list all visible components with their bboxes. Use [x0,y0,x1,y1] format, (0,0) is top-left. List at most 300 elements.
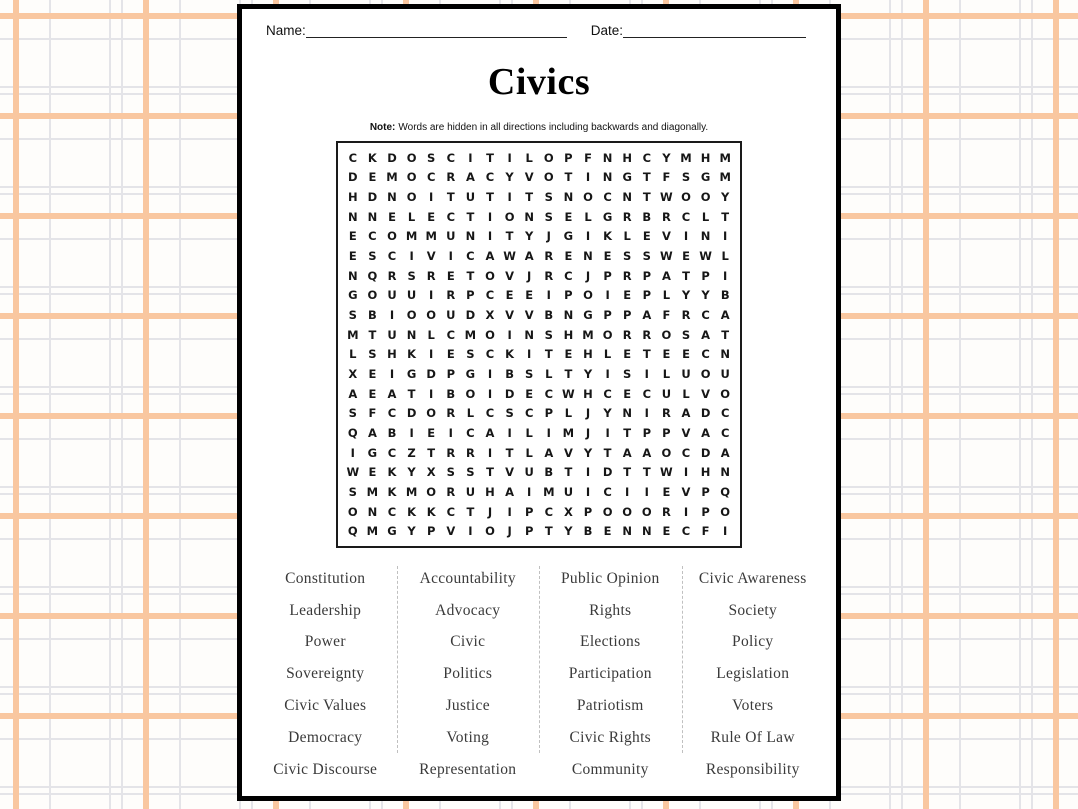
grid-letter: I [409,249,414,264]
grid-letter: O [641,504,652,519]
grid-letter: I [723,524,728,539]
grid-letter: I [605,366,610,381]
grid-letter: A [642,445,652,460]
grid-letter: T [642,465,651,480]
grid-letter: J [487,504,493,519]
grid-letter: N [700,229,711,244]
grid-letter: C [681,209,691,224]
grid-letter: O [700,190,711,205]
grid-letter: M [366,484,379,499]
grid-letter: T [721,327,730,342]
grid-letter: I [546,425,551,440]
word-bank-item: Politics [443,665,493,683]
grid-letter: I [429,288,434,303]
grid-letter: W [562,386,575,401]
grid-letter: C [603,190,612,205]
grid-letter: L [662,366,671,381]
grid-letter: T [642,170,651,185]
grid-letter: F [662,170,671,185]
word-bank-item: Patriotism [576,697,644,715]
grid-letter: W [660,190,673,205]
grid-letter: W [660,249,673,264]
grid-letter: V [505,465,515,480]
word-bank-item: Civic Discourse [273,760,378,778]
grid-letter: E [564,249,573,264]
grid-letter: O [465,386,476,401]
grid-letter: C [466,249,475,264]
note-text: Words are hidden in all directions including backwards and diagonally. [398,122,709,133]
grid-letter: H [622,150,632,165]
grid-letter: X [348,366,358,381]
grid-letter: I [585,465,591,480]
grid-letter: G [406,366,417,381]
grid-letter: W [346,465,360,480]
name-blank-line [306,22,567,38]
grid-letter: N [563,308,574,323]
name-date-header [266,22,806,38]
grid-letter: A [367,425,377,440]
grid-letter: C [642,386,652,401]
grid-letter: P [701,268,710,283]
grid-letter: U [524,465,534,480]
grid-letter: M [347,327,359,342]
word-bank-item: Public Opinion [561,569,660,587]
grid-letter: I [468,524,473,539]
grid-letter: V [446,524,456,539]
grid-letter: D [602,465,613,480]
grid-letter: O [426,484,437,499]
grid-letter: H [485,484,495,499]
grid-letter: I [683,465,689,480]
grid-letter: C [446,504,456,519]
grid-letter: L [682,386,690,401]
grid-letter: V [701,386,711,401]
note-label: Note: [369,122,396,133]
grid-letter: B [642,209,652,224]
word-bank-item: Policy [732,633,774,651]
grid-letter: E [662,524,671,539]
grid-letter: E [623,386,632,401]
grid-letter: T [564,366,573,381]
grid-letter: A [524,249,534,264]
grid-letter: C [485,406,495,421]
grid-letter: R [465,445,475,460]
word-bank-item: Legislation [716,665,790,683]
date-blank-line [623,22,806,38]
grid-letter: N [347,268,358,283]
grid-letter: W [503,249,516,264]
grid-letter: B [387,425,397,440]
grid-letter: G [602,209,613,224]
grid-letter: M [366,524,379,539]
grid-letter: E [564,347,573,362]
grid-letter: I [487,366,493,381]
grid-letter: S [544,209,553,224]
grid-letter: S [348,308,357,323]
grid-letter: C [348,150,358,165]
grid-letter: T [407,386,416,401]
grid-letter: S [348,484,357,499]
grid-letter: W [660,465,673,480]
page-title: Civics [487,61,591,103]
grid-letter: I [468,150,473,165]
grid-letter: B [446,386,456,401]
grid-letter: U [446,308,456,323]
grid-letter: U [681,366,691,381]
grid-letter: G [700,170,711,185]
grid-letter: O [485,327,495,342]
grid-letter: R [426,268,436,283]
grid-letter: Y [505,170,514,185]
word-search-grid [336,141,742,548]
word-bank-item: Civic Awareness [698,569,807,587]
grid-letter: D [504,386,515,401]
grid-letter: I [527,347,532,362]
grid-letter: I [507,425,512,440]
grid-letter: M [719,150,731,165]
grid-letter: C [387,445,397,460]
grid-letter: I [644,484,649,499]
grid-letter: J [585,268,591,283]
grid-letter: T [564,170,573,185]
grid-letter: M [405,229,418,244]
grid-letter: S [368,347,377,362]
grid-letter: P [446,366,456,381]
grid-letter: C [446,150,456,165]
grid-letter: S [681,327,691,342]
grid-letter: M [425,229,437,244]
word-bank-column [539,563,682,786]
word-bank-item: Community [571,760,649,778]
grid-letter: I [487,445,493,460]
grid-letter: L [466,406,475,421]
grid-letter: E [623,288,632,303]
grid-letter: T [466,504,475,519]
grid-letter: U [661,386,672,401]
grid-letter: E [525,288,534,303]
grid-letter: V [661,229,671,244]
grid-letter: O [406,190,417,205]
grid-letter: K [505,347,515,362]
grid-letter: K [387,465,397,480]
grid-letter: N [602,150,613,165]
grid-letter: V [505,308,515,323]
grid-letter: U [387,327,397,342]
grid-letter: P [603,268,612,283]
grid-letter: N [387,190,397,205]
grid-letter: D [348,170,358,185]
date-label: Date: [590,23,623,38]
grid-letter: G [563,229,574,244]
grid-letter: C [642,150,652,165]
grid-letter: O [485,268,495,283]
grid-letter: O [681,190,691,205]
grid-letter: I [585,484,591,499]
word-bank-item: Constitution [285,569,366,587]
grid-letter: Y [525,229,534,244]
word-bank-item: Voting [446,728,490,746]
grid-letter: A [544,445,554,460]
grid-letter: A [720,308,730,323]
grid-letter: N [406,327,417,342]
grid-letter: G [622,170,632,185]
grid-letter: P [642,268,652,283]
grid-letter: E [682,249,690,264]
grid-letter: I [389,366,395,381]
grid-letter: C [544,504,554,519]
grid-letter: O [504,209,515,224]
word-bank-column [397,563,540,786]
grid-letter: N [524,209,534,224]
grid-letter: P [701,504,710,519]
grid-letter: I [429,347,434,362]
word-bank-item: Power [304,633,346,651]
grid-letter: O [406,308,417,323]
grid-letter: S [525,366,534,381]
grid-letter: C [446,327,456,342]
grid-letter: B [544,308,554,323]
grid-letter: E [427,209,436,224]
grid-letter: I [723,229,728,244]
grid-letter: Q [367,268,378,283]
word-bank [254,563,824,786]
column-divider [539,566,540,753]
grid-letter: A [701,327,711,342]
grid-letter: S [681,170,691,185]
grid-letter: E [603,524,612,539]
grid-letter: U [406,288,417,303]
grid-letter: L [603,347,612,362]
grid-letter: O [367,288,378,303]
grid-letter: N [720,465,730,480]
grid-letter: R [622,268,632,283]
grid-letter: O [602,504,613,519]
grid-letter: V [426,249,436,264]
grid-letter: M [543,484,555,499]
word-bank-item: Civic Values [284,697,367,715]
grid-letter: P [524,524,534,539]
grid-letter: R [622,327,632,342]
grid-letter: Y [564,524,573,539]
grid-letter: D [700,406,711,421]
grid-letter: I [605,425,610,440]
word-bank-column [682,563,825,786]
grid-letter: O [661,327,672,342]
grid-letter: X [485,308,495,323]
grid-letter: L [584,209,592,224]
column-divider [397,566,398,753]
grid-letter: O [622,504,633,519]
grid-letter: R [544,268,554,283]
grid-letter: Q [720,484,731,499]
grid-letter: A [485,425,495,440]
grid-letter: T [505,445,514,460]
grid-letter: O [720,386,731,401]
grid-letter: E [446,268,455,283]
grid-letter: T [427,445,436,460]
grid-letter: N [583,249,593,264]
grid-letter: O [426,308,437,323]
grid-letter: C [387,406,397,421]
grid-letter: R [622,209,632,224]
grid-letter: Z [407,445,416,460]
grid-letter: M [680,150,692,165]
grid-letter: D [406,406,417,421]
note-line [242,122,836,133]
grid-letter: Y [721,190,730,205]
grid-letter: R [446,484,456,499]
grid-letter: N [367,504,378,519]
grid-letter: T [466,209,475,224]
grid-letter: N [622,524,632,539]
word-bank-item: Society [728,601,778,619]
grid-letter: C [681,445,691,460]
word-bank-item: Rule Of Law [710,728,795,746]
grid-letter: S [544,190,553,205]
grid-letter: A [681,406,691,421]
grid-letter: C [466,425,475,440]
column-divider [682,566,683,753]
grid-letter: H [700,150,711,165]
grid-letter: L [564,406,573,421]
grid-letter: S [348,406,357,421]
grid-letter: M [386,170,398,185]
grid-letter: T [642,190,651,205]
grid-letter: V [681,425,691,440]
grid-letter: P [662,425,671,440]
grid-letter: D [465,308,476,323]
grid-letter: S [505,406,514,421]
grid-letter: A [701,425,711,440]
grid-letter: T [623,425,632,440]
grid-letter: C [603,484,612,499]
word-bank-item: Representation [419,760,517,778]
grid-letter: I [487,229,493,244]
grid-letter: E [505,288,514,303]
grid-letter: C [524,406,534,421]
grid-letter: O [700,366,711,381]
grid-letter: C [603,386,612,401]
grid-letter: C [446,209,456,224]
grid-letter: N [720,347,730,362]
grid-letter: S [368,249,377,264]
grid-letter: T [623,465,632,480]
grid-letter: K [407,504,417,519]
grid-letter: O [543,150,554,165]
grid-letter: B [368,308,377,323]
grid-letter: U [720,366,730,381]
grid-letter: P [564,288,573,303]
grid-letter: G [583,308,593,323]
grid-letter: T [564,465,573,480]
grid-letter: E [427,425,436,440]
grid-letter: K [407,347,417,362]
grid-letter: C [701,347,710,362]
grid-letter: S [466,347,475,362]
grid-letter: F [584,150,592,165]
grid-letter: I [605,288,610,303]
grid-letter: W [699,249,712,264]
grid-letter: C [701,308,710,323]
grid-letter: C [544,386,554,401]
grid-letter: L [545,366,553,381]
grid-letter: T [486,150,494,165]
grid-letter: S [407,268,416,283]
grid-letter: P [544,406,554,421]
word-bank-item: Leadership [289,601,362,619]
grid-letter: H [583,347,593,362]
grid-letter: C [485,347,495,362]
grid-letter: A [642,308,652,323]
grid-letter: S [427,150,436,165]
grid-letter: P [524,504,534,519]
grid-letter: I [487,209,493,224]
grid-letter: L [701,209,710,224]
grid-letter: O [347,504,358,519]
grid-letter: O [485,524,495,539]
grid-letter: F [662,308,671,323]
grid-letter: L [662,288,671,303]
grid-letter: A [720,445,730,460]
grid-letter: H [387,347,397,362]
grid-letter: N [563,190,574,205]
grid-letter: R [446,288,456,303]
grid-letter: G [465,366,476,381]
grid-letter: C [368,229,377,244]
grid-letter: N [602,170,613,185]
word-bank-item: Advocacy [435,601,501,619]
grid-letter: S [446,465,455,480]
grid-letter: E [368,170,377,185]
grid-letter: Y [583,366,593,381]
name-label: Name: [266,23,306,38]
grid-letter: I [429,386,434,401]
grid-letter: R [387,268,397,283]
grid-letter: J [546,229,551,244]
grid-letter: C [564,268,573,283]
grid-letter: N [622,190,632,205]
grid-letter: I [409,425,414,440]
grid-letter: S [544,327,553,342]
grid-letter: N [465,229,476,244]
grid-letter: K [367,150,377,165]
grid-letter: T [486,465,494,480]
grid-letter: R [661,406,671,421]
grid-letter: U [465,190,476,205]
grid-letter: R [446,406,456,421]
word-bank-item: Civic Rights [569,728,652,746]
grid-letter: O [602,327,613,342]
word-bank-column [254,563,397,786]
grid-letter: N [524,327,534,342]
grid-letter: D [387,150,397,165]
grid-letter: L [525,425,533,440]
grid-letter: E [446,347,455,362]
grid-letter: I [644,366,649,381]
word-bank-item: Justice [445,697,490,715]
grid-letter: M [582,327,594,342]
grid-letter: H [583,386,593,401]
grid-letter: V [524,308,534,323]
grid-letter: E [662,484,671,499]
grid-letter: Q [347,425,358,440]
grid-letter: R [446,445,456,460]
grid-letter: N [622,406,632,421]
grid-letter: T [603,445,612,460]
grid-letter: F [368,406,377,421]
grid-letter: C [485,288,495,303]
grid-letter: S [466,465,475,480]
